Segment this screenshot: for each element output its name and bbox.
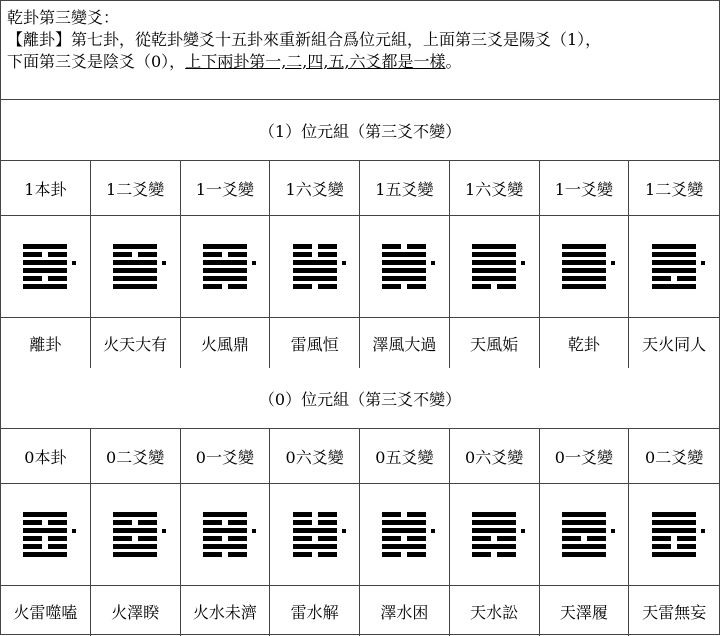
yang-line xyxy=(113,512,157,517)
yin-line xyxy=(23,544,67,549)
third-line-marker xyxy=(701,529,705,533)
hexagram-icon xyxy=(113,244,157,289)
yang-line xyxy=(562,284,606,289)
hexagram-name: 澤水困 xyxy=(360,586,450,636)
yang-line xyxy=(562,552,606,557)
hexagram-cell xyxy=(91,484,181,585)
third-line-marker xyxy=(342,261,346,265)
intro-line-3-plain: 下面第三爻是陰爻（0）， xyxy=(7,52,186,71)
yang-line xyxy=(382,520,426,525)
yang-line xyxy=(652,284,696,289)
yang-line xyxy=(113,260,157,265)
yin-line xyxy=(23,276,67,281)
third-line-marker xyxy=(252,261,256,265)
third-line-marker xyxy=(521,261,525,265)
yang-line xyxy=(562,260,606,265)
third-line-marker xyxy=(72,261,76,265)
yin-line xyxy=(23,520,67,525)
yang-line xyxy=(23,528,67,533)
yang-line xyxy=(113,552,157,557)
yang-line xyxy=(203,544,247,549)
yang-line xyxy=(652,268,696,273)
yang-line xyxy=(472,244,516,249)
yang-line xyxy=(293,268,337,273)
yang-line xyxy=(382,528,426,533)
yang-line xyxy=(472,252,516,257)
yang-line xyxy=(293,544,337,549)
yin-line xyxy=(113,536,157,541)
yin-line xyxy=(203,536,247,541)
hexagram-name: 火天大有 xyxy=(91,318,181,368)
yang-line xyxy=(293,528,337,533)
yin-line xyxy=(652,276,696,281)
yin-line xyxy=(382,512,426,517)
yang-line xyxy=(562,244,606,249)
yin-line xyxy=(652,544,696,549)
hexagram-cell xyxy=(270,216,360,317)
hexagram-cell xyxy=(450,216,540,317)
yin-line xyxy=(472,536,516,541)
hexagram-cell xyxy=(629,216,719,317)
hexagram-name: 火澤睽 xyxy=(91,586,181,636)
hexagram-name: 火雷噬嗑 xyxy=(1,586,91,636)
hexagram-icon xyxy=(472,244,516,289)
change-label: 0六爻變 xyxy=(450,429,540,483)
yang-line xyxy=(652,244,696,249)
third-line-marker xyxy=(431,261,435,265)
yang-line xyxy=(23,284,67,289)
yin-line xyxy=(382,552,426,557)
hexagram-icon xyxy=(382,512,426,557)
yang-line xyxy=(203,528,247,533)
yang-line xyxy=(562,520,606,525)
group-table-0 xyxy=(1,100,719,368)
intro-line-3-underlined: 上下兩卦第一,二,四,五,六爻都是一樣 xyxy=(185,52,446,71)
hexagram-cell xyxy=(450,484,540,585)
change-label: 1一爻變 xyxy=(181,161,271,215)
change-label: 1本卦 xyxy=(1,161,91,215)
yang-line xyxy=(203,244,247,249)
hexagram-row xyxy=(1,484,719,586)
hexagram-cell xyxy=(270,484,360,585)
yang-line xyxy=(382,276,426,281)
hexagram-icon xyxy=(562,244,606,289)
hexagram-icon xyxy=(652,244,696,289)
yin-line xyxy=(562,536,606,541)
yang-line xyxy=(472,544,516,549)
yang-line xyxy=(562,512,606,517)
hexagram-name: 離卦 xyxy=(1,318,91,368)
yin-line xyxy=(382,284,426,289)
hexagram-name: 雷水解 xyxy=(270,586,360,636)
yin-line xyxy=(23,252,67,257)
yang-line xyxy=(382,268,426,273)
group-title: （1）位元組（第三爻不變） xyxy=(1,100,719,161)
yin-line xyxy=(382,536,426,541)
intro-line-3 xyxy=(7,51,714,73)
change-label: 1六爻變 xyxy=(270,161,360,215)
yang-line xyxy=(113,544,157,549)
group-title: （0）位元組（第三爻不變） xyxy=(1,368,719,429)
yin-line xyxy=(203,552,247,557)
yang-line xyxy=(652,512,696,517)
hexagram-name: 天火同人 xyxy=(642,334,707,354)
yin-line xyxy=(293,284,337,289)
yang-line xyxy=(472,512,516,517)
yang-line xyxy=(562,544,606,549)
yin-line xyxy=(472,552,516,557)
yin-line xyxy=(382,244,426,249)
change-label: 0五爻變 xyxy=(360,429,450,483)
yang-line xyxy=(113,284,157,289)
yin-line xyxy=(293,244,337,249)
third-line-marker xyxy=(162,529,166,533)
hexagram-name: 天雷無妄 xyxy=(642,602,707,622)
yang-line xyxy=(203,512,247,517)
yang-line xyxy=(562,252,606,257)
yang-line xyxy=(562,528,606,533)
change-label: 0二爻變 xyxy=(645,447,704,467)
yang-line xyxy=(203,268,247,273)
yang-line xyxy=(652,528,696,533)
change-label: 1二爻變 xyxy=(645,179,704,199)
yang-line xyxy=(23,260,67,265)
hexagram-cell xyxy=(1,216,91,317)
hexagram-icon xyxy=(23,512,67,557)
yang-line xyxy=(562,276,606,281)
third-line-marker xyxy=(611,261,615,265)
intro-line-2: 【離卦】第七卦，從乾卦變爻十五卦來重新組合爲位元組，上面第三爻是陽爻（1）， xyxy=(7,30,602,49)
hexagram-name: 火風鼎 xyxy=(181,318,271,368)
hexagram-icon xyxy=(472,512,516,557)
label-row xyxy=(1,429,719,484)
yang-line xyxy=(472,268,516,273)
yang-line xyxy=(382,260,426,265)
hexagram-cell xyxy=(181,216,271,317)
yin-line xyxy=(203,520,247,525)
yang-line xyxy=(113,244,157,249)
yang-line xyxy=(113,268,157,273)
yang-line xyxy=(113,276,157,281)
hexagram-cell xyxy=(1,484,91,585)
yin-line xyxy=(293,536,337,541)
yang-line xyxy=(562,268,606,273)
yin-line xyxy=(203,284,247,289)
yang-line xyxy=(472,528,516,533)
yang-line xyxy=(23,268,67,273)
third-line-marker xyxy=(701,261,705,265)
intro-line-3-end: 。 xyxy=(445,52,462,71)
third-line-marker xyxy=(72,529,76,533)
intro-text xyxy=(1,1,719,100)
hexagram-row xyxy=(1,216,719,318)
hexagram-name: 天澤履 xyxy=(540,586,630,636)
yin-line xyxy=(652,536,696,541)
hexagram-icon xyxy=(652,512,696,557)
yang-line xyxy=(382,544,426,549)
yang-line xyxy=(652,252,696,257)
yin-line xyxy=(203,252,247,257)
yang-line xyxy=(652,260,696,265)
yang-line xyxy=(652,552,696,557)
yin-line xyxy=(113,520,157,525)
yin-line xyxy=(293,512,337,517)
hexagram-cell xyxy=(360,216,450,317)
change-label: 0二爻變 xyxy=(91,429,181,483)
change-label: 0一爻變 xyxy=(181,429,271,483)
intro-line-1: 乾卦第三變爻： xyxy=(7,8,120,27)
yin-line xyxy=(472,284,516,289)
yin-line xyxy=(293,520,337,525)
yang-line xyxy=(472,276,516,281)
hexagram-name: 火水未濟 xyxy=(181,586,271,636)
hexagram-icon xyxy=(562,512,606,557)
yang-line xyxy=(113,528,157,533)
third-line-marker xyxy=(611,529,615,533)
yang-line xyxy=(382,252,426,257)
change-label: 1一爻變 xyxy=(540,161,630,215)
yang-line xyxy=(293,276,337,281)
hexagram-cell xyxy=(540,484,630,585)
hexagram-name: 天水訟 xyxy=(450,586,540,636)
hexagram-cell xyxy=(629,484,719,585)
change-label: 1五爻變 xyxy=(360,161,450,215)
change-label: 1二爻變 xyxy=(91,161,181,215)
yang-line xyxy=(652,520,696,525)
yang-line xyxy=(23,244,67,249)
yang-line xyxy=(472,520,516,525)
hexagram-icon xyxy=(203,512,247,557)
yin-line xyxy=(293,552,337,557)
name-row xyxy=(1,318,719,368)
yang-line xyxy=(203,260,247,265)
third-line-marker xyxy=(431,529,435,533)
change-label: 0一爻變 xyxy=(540,429,630,483)
hexagram-icon xyxy=(203,244,247,289)
label-row xyxy=(1,161,719,216)
yang-line xyxy=(203,276,247,281)
yin-line xyxy=(113,252,157,257)
hexagram-name: 天風姤 xyxy=(450,318,540,368)
name-row xyxy=(1,586,719,636)
hexagram-name: 雷風恒 xyxy=(270,318,360,368)
hexagram-cell xyxy=(360,484,450,585)
third-line-marker xyxy=(521,529,525,533)
yang-line xyxy=(23,512,67,517)
hexagram-icon xyxy=(293,244,337,289)
hexagram-icon xyxy=(23,244,67,289)
hexagram-cell xyxy=(91,216,181,317)
hexagram-name: 乾卦 xyxy=(540,318,630,368)
hexagram-cell xyxy=(181,484,271,585)
third-line-marker xyxy=(252,529,256,533)
third-line-marker xyxy=(162,261,166,265)
change-label: 1六爻變 xyxy=(450,161,540,215)
hexagram-cell xyxy=(540,216,630,317)
yin-line xyxy=(23,536,67,541)
hexagram-icon xyxy=(382,244,426,289)
hexagram-icon xyxy=(293,512,337,557)
hexagram-name: 澤風大過 xyxy=(360,318,450,368)
group-table-1 xyxy=(1,368,719,636)
yin-line xyxy=(293,252,337,257)
change-label: 0六爻變 xyxy=(270,429,360,483)
third-line-marker xyxy=(342,529,346,533)
hexagram-tables xyxy=(1,100,719,636)
change-label: 0本卦 xyxy=(1,429,91,483)
yang-line xyxy=(293,260,337,265)
yang-line xyxy=(472,260,516,265)
yang-line xyxy=(23,552,67,557)
hexagram-icon xyxy=(113,512,157,557)
